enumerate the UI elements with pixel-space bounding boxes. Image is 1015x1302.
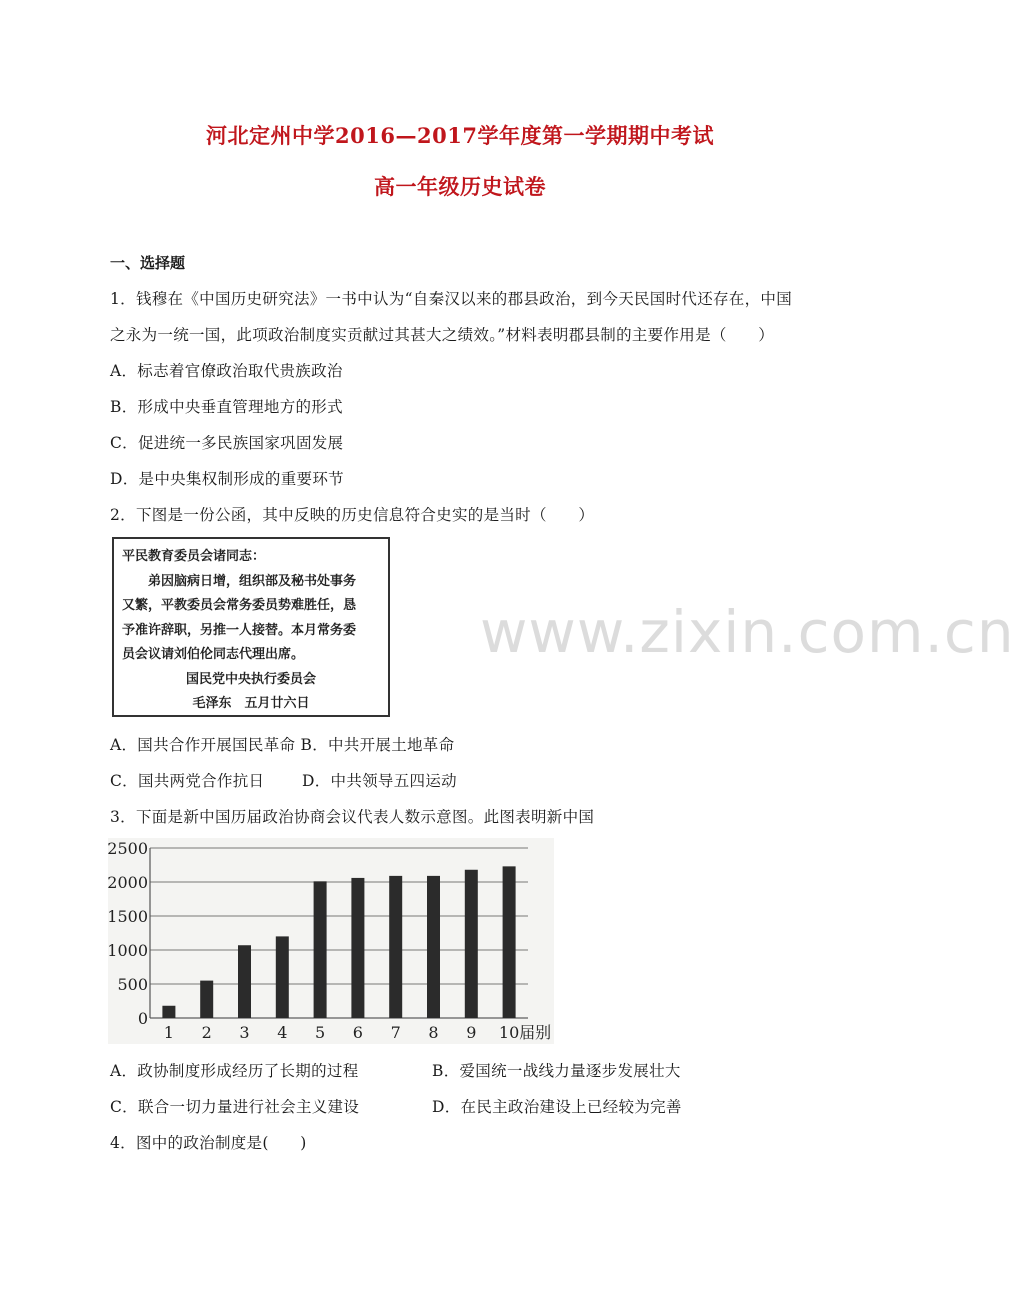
- q2-option-d: D．中共领导五四运动: [302, 772, 457, 790]
- letter-body-line: 又繁，平教委员会常务委员势难胜任，恳: [122, 598, 357, 613]
- q3-option-a: A．政协制度形成经历了长期的过程: [110, 1062, 359, 1080]
- q4-stem: 4．图中的政治制度是( ): [110, 1134, 307, 1152]
- exam-title: 河北定州中学2016—2017学年度第一学期期中考试: [206, 123, 714, 148]
- x-tick-label: 8: [428, 1023, 439, 1042]
- bar: [200, 981, 213, 1018]
- x-tick-label: 2: [201, 1023, 212, 1042]
- q1-stem-line1: 1．钱穆在《中国历史研究法》一书中认为“自秦汉以来的郡县政治，到今天民国时代还存在，中国: [110, 290, 792, 308]
- q2-stem: 2．下图是一份公函，其中反映的历史信息符合史实的是当时（ ）: [110, 506, 595, 524]
- q3-option-b: B．爱国统一战线力量逐步发展壮大: [432, 1062, 681, 1080]
- letter-body-line: 予准许辞职，另推一人接替。本月常务委: [122, 622, 357, 638]
- exam-subtitle: 高一年级历史试卷: [374, 174, 546, 199]
- q3-option-d: D．在民主政治建设上已经较为完善: [432, 1098, 682, 1116]
- x-tick-label: 6: [352, 1023, 363, 1042]
- official-letter-image: [112, 537, 390, 717]
- x-axis-label: 届别: [519, 1023, 552, 1042]
- y-tick-label: 2000: [107, 873, 148, 892]
- bar: [503, 866, 516, 1018]
- letter-organization: 国民党中央执行委员会: [185, 671, 316, 687]
- bar: [389, 876, 402, 1018]
- bar: [351, 878, 364, 1018]
- x-tick-label: 10: [498, 1023, 520, 1042]
- y-tick-label: 1000: [107, 941, 148, 960]
- bar: [276, 936, 289, 1018]
- q2-option-c: C．国共两党合作抗日: [110, 772, 265, 790]
- y-tick-label: 0: [137, 1009, 148, 1028]
- q3-stem: 3．下面是新中国历届政治协商会议代表人数示意图。此图表明新中国: [110, 808, 595, 826]
- y-tick-label: 2500: [107, 839, 148, 858]
- q1-option-d: D．是中央集权制形成的重要环节: [110, 470, 344, 488]
- q1-option-c: C．促进统一多民族国家巩固发展: [110, 434, 344, 452]
- x-tick-label: 4: [277, 1023, 288, 1042]
- site-watermark: www.zixin.com.cn: [480, 598, 1015, 666]
- x-tick-label: 5: [315, 1023, 326, 1042]
- bar: [238, 945, 251, 1018]
- x-tick-label: 9: [466, 1023, 477, 1042]
- bar: [162, 1006, 175, 1018]
- bar: [427, 876, 440, 1018]
- x-tick-label: 3: [239, 1023, 250, 1042]
- y-tick-label: 500: [117, 975, 148, 994]
- x-tick-label: 1: [163, 1023, 174, 1042]
- delegates-bar-chart: [108, 838, 554, 1044]
- y-tick-label: 1500: [107, 907, 148, 926]
- bar: [465, 870, 478, 1018]
- letter-greeting: 平民教育委员会诸同志：: [122, 549, 266, 564]
- letter-body-line: 员会议请刘伯伦同志代理出席。: [122, 647, 305, 662]
- q1-stem-line2: 之永为一统一国，此项政治制度实贡献过其甚大之绩效。”材料表明郡县制的主要作用是（ ）: [110, 326, 775, 344]
- letter-body-line: 弟因脑病日增，组织部及秘书处事务: [122, 573, 357, 589]
- q1-option-b: B．形成中央垂直管理地方的形式: [110, 398, 343, 416]
- q1-option-a: A．标志着官僚政治取代贵族政治: [110, 362, 343, 380]
- letter-signature: 毛泽东 五月廿六日: [192, 696, 310, 711]
- bar: [314, 881, 327, 1018]
- q2-options-row1: A．国共合作开展国民革命 B．中共开展土地革命: [110, 736, 455, 754]
- q3-option-c: C．联合一切力量进行社会主义建设: [110, 1098, 360, 1116]
- section-heading: 一、选择题: [110, 254, 186, 272]
- x-tick-label: 7: [390, 1023, 401, 1042]
